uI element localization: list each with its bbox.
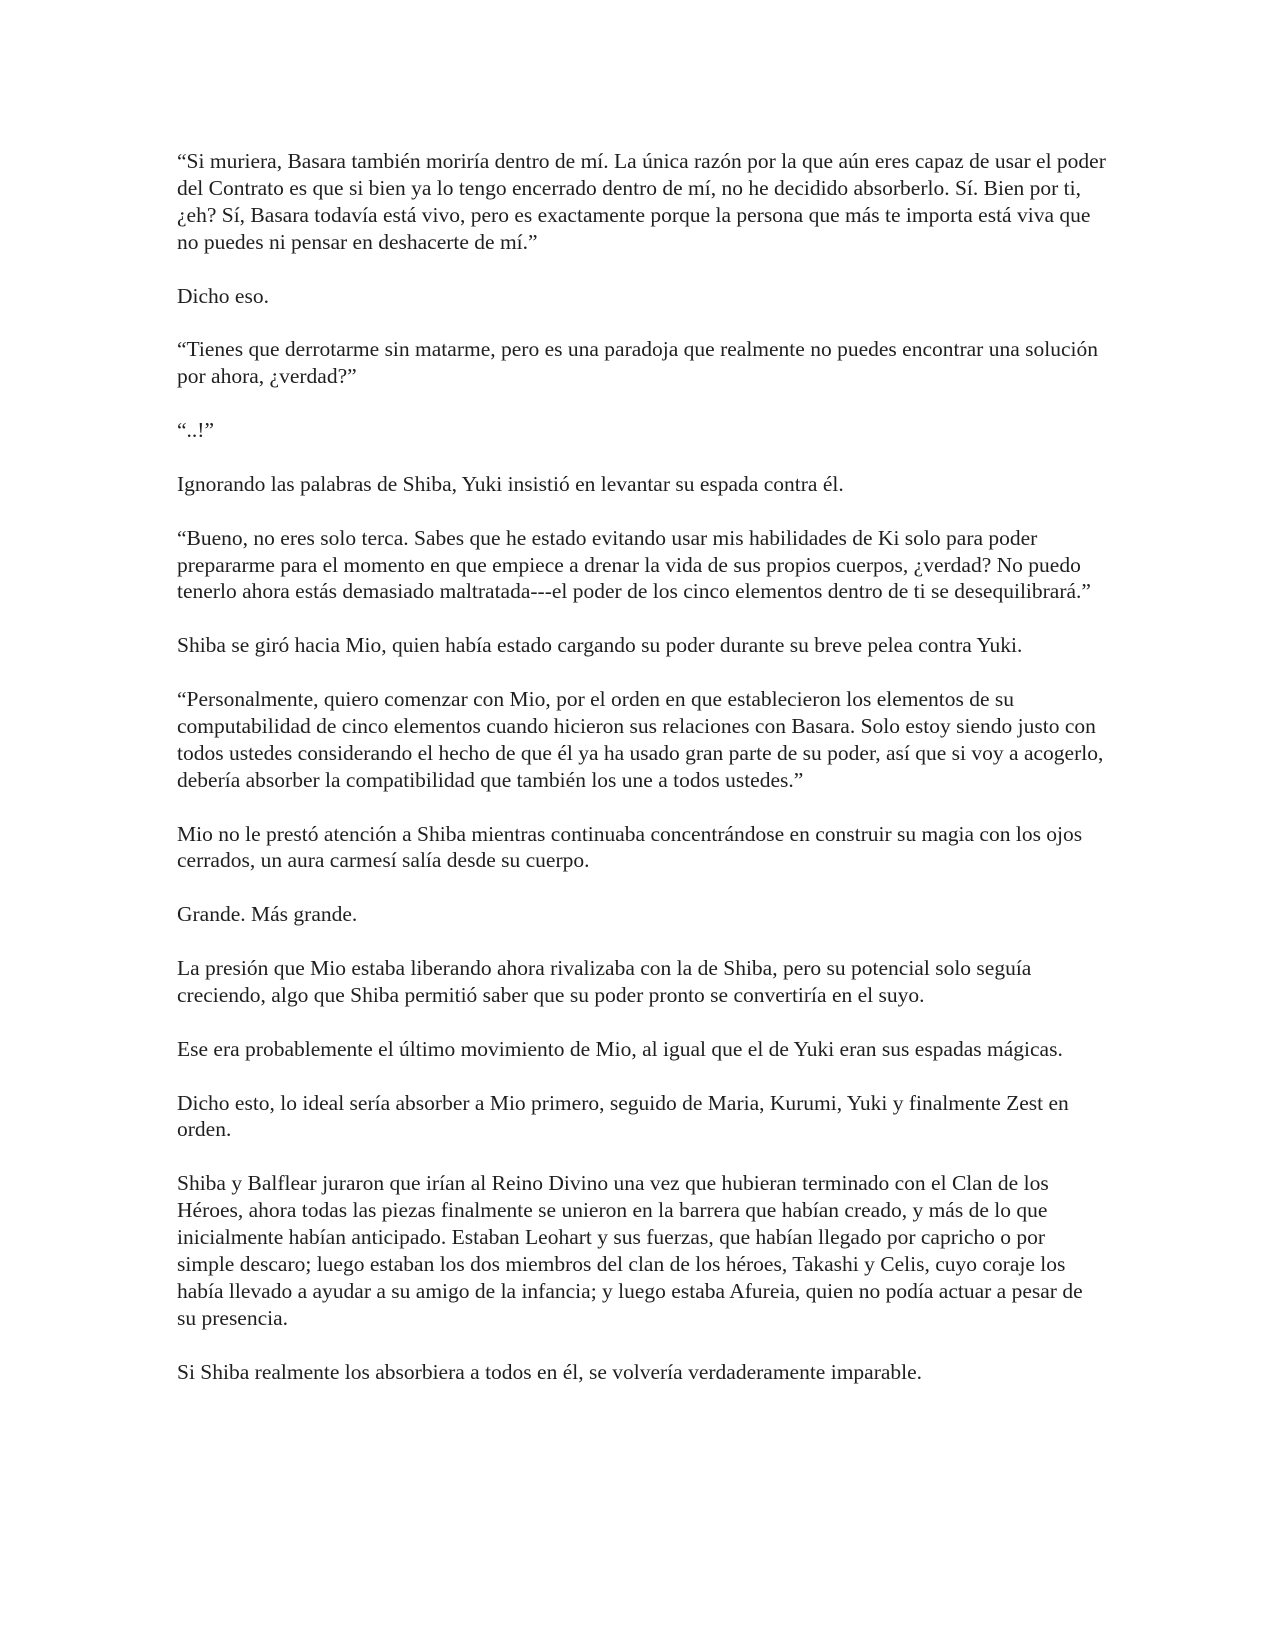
paragraph: Grande. Más grande. — [177, 902, 358, 927]
paragraph: Shiba y Balflear juraron que irían al Reino Divino una vez que hubieran terminado con el Clan de los Héroes, ahora todas las piezas finalmente se unieron en la barrera que habían creado, y más de lo que inicialmente habían anticipado. Estaban Leohart y sus fuerzas, que habían llegado por capricho o por simple descaro; luego estaban los dos miembros del clan de los héroes, Takashi y Celis, cuyo coraje los había llevado a ayudar a su amigo de la infancia; y luego estaba Afureia, quien no podía actuar a pesar de su presencia. — [177, 1171, 1083, 1330]
paragraph: Shiba se giró hacia Mio, quien había estado cargando su poder durante su breve pelea contra Yuki. — [177, 633, 1023, 658]
paragraph: Dicho esto, lo ideal sería absorber a Mio primero, seguido de Maria, Kurumi, Yuki y finalmente Zest en orden. — [177, 1090, 1069, 1142]
paragraph: Si Shiba realmente los absorbiera a todos en él, se volvería verdaderamente imparable. — [177, 1359, 923, 1384]
document-page — [177, 148, 1107, 1385]
paragraph: Ignorando las palabras de Shiba, Yuki insistió en levantar su espada contra él. — [177, 471, 844, 496]
paragraph: La presión que Mio estaba liberando ahora rivalizaba con la de Shiba, pero su potencial solo seguía creciendo, algo que Shiba permitió saber que su poder pronto se convertiría en el suyo. — [177, 956, 1032, 1007]
paragraph: “Bueno, no eres solo terca. Sabes que he estado evitando usar mis habilidades de Ki solo para poder prepararme para el momento en que empiece a drenar la vida de sus propios cuerpos, ¿verdad? No puedo tenerlo ahora estás demasiado maltratada---el poder de los cinco elementos dentro de ti se desequilibrará.” — [177, 525, 1091, 604]
paragraph: Mio no le prestó atención a Shiba mientras continuaba concentrándose en construir su magia con los ojos cerrados, un aura carmesí salía desde su cuerpo. — [177, 821, 1083, 873]
paragraph: “Tienes que derrotarme sin matarme, pero es una paradoja que realmente no puedes encontrar una solución por ahora, ¿verdad?” — [177, 337, 1098, 389]
paragraph: “Personalmente, quiero comenzar con Mio, por el orden en que establecieron los elementos de su computabilidad de cinco elementos cuando hicieron sus relaciones con Basara. Solo estoy siendo justo con todos ustedes considerando el hecho de que él ya ha usado gran parte de su poder, así que si voy a acogerlo, debería absorber la compatibilidad que también los une a todos ustedes.” — [177, 687, 1104, 792]
paragraph: “Si muriera, Basara también moriría dentro de mí. La única razón por la que aún eres capaz de usar el poder del Contrato es que si bien ya lo tengo encerrado dentro de mí, no he decidido absorberlo. Sí. Bien por ti, ¿eh? Sí, Basara todavía está vivo, pero es exactamente porque la persona que más te importa está viva que no puedes ni pensar en deshacerte de mí.” — [177, 149, 1106, 254]
paragraph: Dicho eso. — [177, 283, 269, 308]
paragraph: Ese era probablemente el último movimiento de Mio, al igual que el de Yuki eran sus espadas mágicas. — [177, 1036, 1063, 1061]
paragraph: “..!” — [177, 418, 214, 443]
